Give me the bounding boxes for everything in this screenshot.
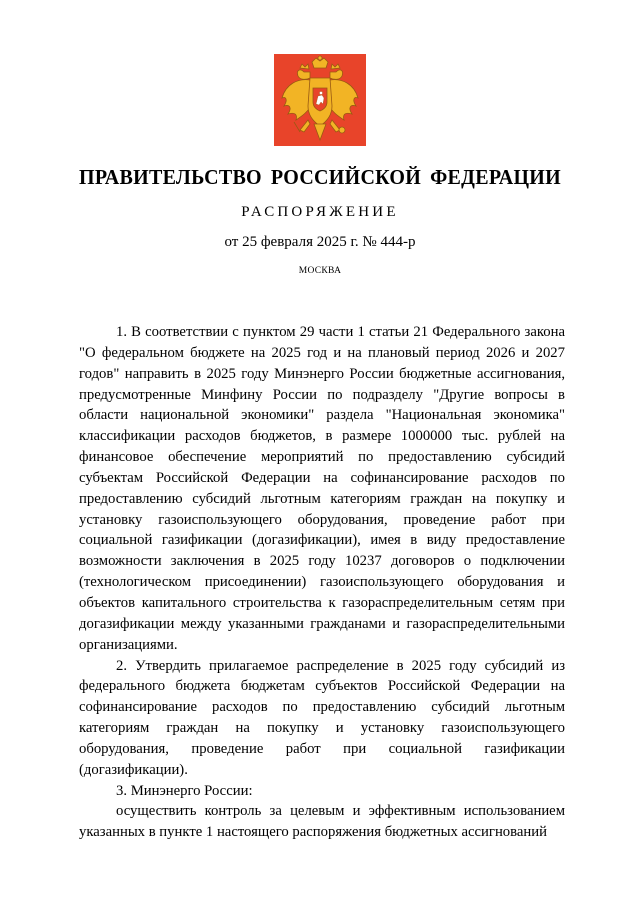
- document-date-number: от 25 февраля 2025 г. № 444-р: [224, 234, 416, 250]
- coat-of-arms-icon: [274, 54, 366, 146]
- paragraph-4: осуществить контроль за целевым и эффективным использованием указанных в пункте 1 настоящего распоряжения бюджетных ассигнований: [79, 803, 565, 841]
- document-type: РАСПОРЯЖЕНИЕ: [241, 204, 399, 220]
- paragraph-1: 1. В соответствии с пунктом 29 части 1 статьи 21 Федерального закона "О федеральном бюджете на 2025 год и на плановый период 2026 и 2027 годов" направить в 2025 году Минэнерго России бюджетные ассигнования, предусмотренные Минфину России по подразделу "Другие вопросы в области национальной экономики" раздела "Национальная экономика" классификации расходов бюджетов, в размере 1000000 тыс. рублей на финансовое обеспечение мероприятий по предоставлению субсидий субъектам Российской Федерации на софинансирование расходов по предоставлению субсидий льготным категориям граждан на покупку и установку газоиспользующего оборудования, проведение работ при социальной газификации (догазификации), имея в виду предоставление возможности заключения в 2025 году 10237 договоров о подключении (технологическом присоединении) газоиспользующего оборудования и объектов капитального строительства к газораспределительным сетям при догазификации между указанными гражданами и газораспределительными организациями.: [79, 324, 565, 653]
- document-body: [79, 322, 565, 843]
- paragraph-2: 2. Утвердить прилагаемое распределение в 2025 году субсидий из федерального бюджета бюджетам субъектов Российской Федерации на софинансирование расходов по предоставлению субсидий льготным категориям граждан на покупку и установку газоиспользующего оборудования, проведение работ при социальной газификации (догазификации).: [79, 657, 565, 778]
- paragraph-3: 3. Минэнерго России:: [116, 782, 253, 799]
- government-title: ПРАВИТЕЛЬСТВО РОССИЙСКОЙ ФЕДЕРАЦИИ: [79, 165, 561, 189]
- city-label: МОСКВА: [298, 266, 342, 276]
